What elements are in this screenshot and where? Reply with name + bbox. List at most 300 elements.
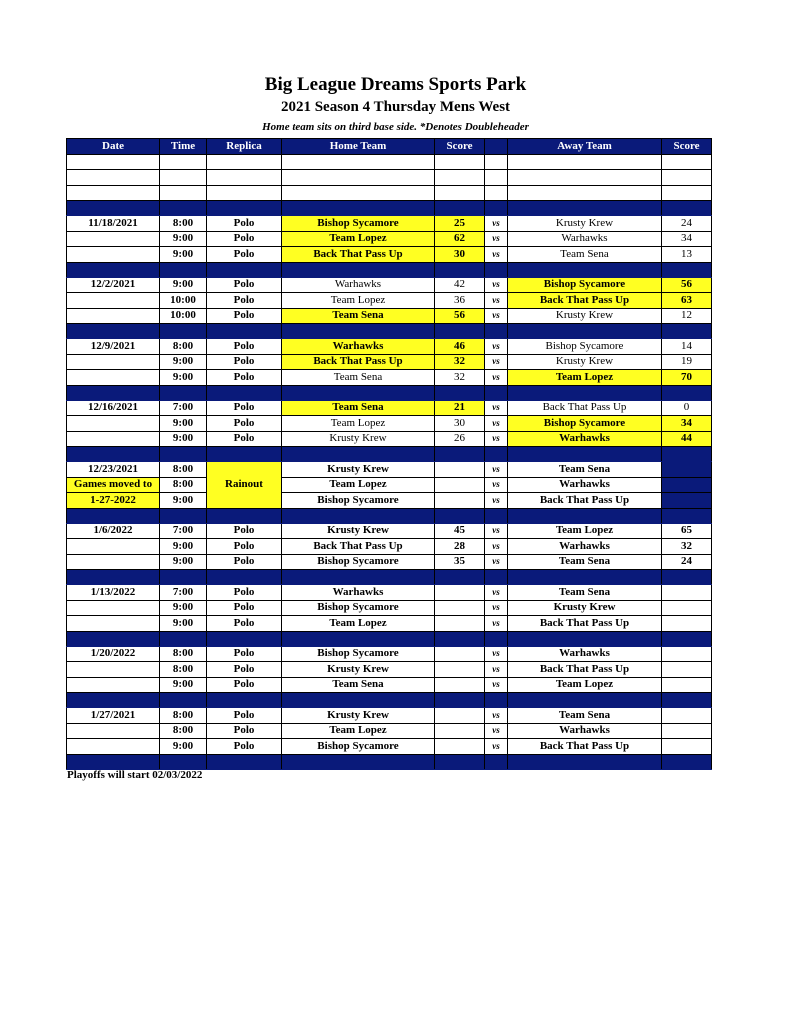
game-row [67, 616, 712, 632]
game-field: Polo [207, 216, 282, 232]
game-time: 8:00 [160, 723, 207, 739]
date-note [67, 247, 160, 263]
separator-cell [67, 385, 160, 400]
away-score [662, 600, 712, 616]
away-team: Back That Pass Up [508, 739, 662, 755]
home-team: Krusty Krew [282, 523, 435, 539]
game-time: 9:00 [160, 354, 207, 370]
separator-cell [508, 447, 662, 462]
home-score: 25 [435, 216, 485, 232]
blank-row [67, 170, 712, 186]
separator-cell [508, 508, 662, 523]
separator-cell [508, 693, 662, 708]
away-team: Bishop Sycamore [508, 416, 662, 432]
blank-cell [435, 154, 485, 170]
separator-cell [282, 570, 435, 585]
game-row [67, 585, 712, 601]
home-team: Warhawks [282, 277, 435, 293]
page-title: Big League Dreams Sports Park [264, 74, 527, 95]
separator-cell [67, 570, 160, 585]
game-field: Polo [207, 523, 282, 539]
blank-cell [207, 154, 282, 170]
away-team: Krusty Krew [508, 216, 662, 232]
game-field: Polo [207, 400, 282, 416]
blank-cell [485, 185, 508, 201]
separator-cell [207, 754, 282, 769]
home-score [435, 600, 485, 616]
away-score: 14 [662, 339, 712, 355]
separator-cell [435, 508, 485, 523]
home-score [435, 462, 485, 478]
date-note [67, 600, 160, 616]
separator-cell [485, 693, 508, 708]
away-score: 0 [662, 400, 712, 416]
home-team: Team Sena [282, 677, 435, 693]
away-score [662, 677, 712, 693]
game-time: 9:00 [160, 431, 207, 447]
away-score: 13 [662, 247, 712, 263]
home-team: Team Lopez [282, 616, 435, 632]
separator-cell [662, 385, 712, 400]
game-time: 9:00 [160, 277, 207, 293]
game-row [67, 739, 712, 755]
separator-cell [485, 324, 508, 339]
game-date: 1/20/2022 [67, 646, 160, 662]
date-note: 1-27-2022 [67, 493, 160, 509]
home-team: Bishop Sycamore [282, 554, 435, 570]
vs-label: vs [485, 462, 508, 478]
home-team: Back That Pass Up [282, 247, 435, 263]
schedule-table [66, 138, 712, 770]
separator-cell [508, 201, 662, 216]
home-score [435, 723, 485, 739]
away-team: Bishop Sycamore [508, 339, 662, 355]
game-time: 10:00 [160, 293, 207, 309]
away-team: Team Lopez [508, 523, 662, 539]
game-row [67, 416, 712, 432]
home-score: 62 [435, 231, 485, 247]
separator-cell [435, 201, 485, 216]
separator-cell [207, 508, 282, 523]
game-row [67, 431, 712, 447]
home-score: 30 [435, 247, 485, 263]
vs-label: vs [485, 554, 508, 570]
separator-cell [508, 631, 662, 646]
blank-cell [160, 185, 207, 201]
game-date: 12/2/2021 [67, 277, 160, 293]
separator-cell [67, 508, 160, 523]
game-time: 9:00 [160, 247, 207, 263]
separator-row [67, 385, 712, 400]
separator-cell [435, 262, 485, 277]
game-row [67, 400, 712, 416]
away-score [662, 493, 712, 509]
away-team: Krusty Krew [508, 308, 662, 324]
separator-cell [160, 508, 207, 523]
blank-cell [508, 154, 662, 170]
game-row [67, 662, 712, 678]
game-row [67, 677, 712, 693]
away-score: 44 [662, 431, 712, 447]
game-field: Polo [207, 708, 282, 724]
home-team: Team Lopez [282, 293, 435, 309]
game-field: Polo [207, 431, 282, 447]
separator-cell [435, 570, 485, 585]
game-date: 12/9/2021 [67, 339, 160, 355]
away-team: Back That Pass Up [508, 293, 662, 309]
home-score: 36 [435, 293, 485, 309]
blank-cell [160, 170, 207, 186]
home-score: 26 [435, 431, 485, 447]
date-note [67, 554, 160, 570]
away-team: Team Sena [508, 247, 662, 263]
date-note [67, 293, 160, 309]
separator-cell [508, 385, 662, 400]
vs-label: vs [485, 416, 508, 432]
game-time: 7:00 [160, 400, 207, 416]
game-field: Polo [207, 339, 282, 355]
vs-label: vs [485, 339, 508, 355]
game-row [67, 723, 712, 739]
date-note: Games moved to [67, 477, 160, 493]
col-away-team: Away Team [508, 139, 662, 155]
vs-label: vs [485, 400, 508, 416]
blank-cell [662, 154, 712, 170]
home-score [435, 493, 485, 509]
game-time: 8:00 [160, 462, 207, 478]
away-score: 63 [662, 293, 712, 309]
separator-cell [435, 693, 485, 708]
home-team: Bishop Sycamore [282, 493, 435, 509]
home-team: Warhawks [282, 339, 435, 355]
game-date: 11/18/2021 [67, 216, 160, 232]
separator-cell [207, 570, 282, 585]
col-replica: Replica [207, 139, 282, 155]
game-row [67, 370, 712, 386]
date-note [67, 416, 160, 432]
game-time: 9:00 [160, 231, 207, 247]
away-score [662, 723, 712, 739]
game-field: Polo [207, 662, 282, 678]
away-team: Warhawks [508, 723, 662, 739]
game-field: Polo [207, 739, 282, 755]
home-score: 32 [435, 370, 485, 386]
away-score [662, 585, 712, 601]
vs-label: vs [485, 308, 508, 324]
vs-label: vs [485, 585, 508, 601]
game-row [67, 354, 712, 370]
separator-cell [160, 447, 207, 462]
home-score [435, 662, 485, 678]
away-team: Krusty Krew [508, 600, 662, 616]
away-score [662, 662, 712, 678]
separator-cell [485, 201, 508, 216]
game-row [67, 523, 712, 539]
separator-cell [508, 324, 662, 339]
separator-cell [282, 324, 435, 339]
home-score: 30 [435, 416, 485, 432]
game-time: 8:00 [160, 339, 207, 355]
vs-label: vs [485, 247, 508, 263]
separator-row [67, 201, 712, 216]
home-score: 32 [435, 354, 485, 370]
home-team: Krusty Krew [282, 462, 435, 478]
page-note: Home team sits on third base side. *Denotes Doubleheader [262, 121, 529, 133]
game-field: Polo [207, 723, 282, 739]
blank-cell [662, 185, 712, 201]
away-score [662, 708, 712, 724]
away-team: Team Sena [508, 554, 662, 570]
vs-label: vs [485, 277, 508, 293]
blank-row [67, 185, 712, 201]
separator-cell [67, 324, 160, 339]
date-note [67, 308, 160, 324]
home-team: Warhawks [282, 585, 435, 601]
col-vs [485, 139, 508, 155]
vs-label: vs [485, 354, 508, 370]
separator-cell [160, 631, 207, 646]
away-team: Team Lopez [508, 370, 662, 386]
footer-note: Playoffs will start 02/03/2022 [67, 769, 203, 781]
separator-cell [485, 385, 508, 400]
blank-cell [67, 170, 160, 186]
blank-cell [207, 185, 282, 201]
date-note [67, 739, 160, 755]
game-field: Polo [207, 231, 282, 247]
separator-cell [485, 570, 508, 585]
game-time: 7:00 [160, 585, 207, 601]
schedule-body [67, 154, 712, 769]
game-time: 9:00 [160, 554, 207, 570]
vs-label: vs [485, 216, 508, 232]
game-time: 9:00 [160, 600, 207, 616]
home-score [435, 616, 485, 632]
away-team: Back That Pass Up [508, 493, 662, 509]
game-row [67, 277, 712, 293]
game-field: Polo [207, 354, 282, 370]
date-note [67, 677, 160, 693]
game-field: Polo [207, 677, 282, 693]
separator-cell [67, 201, 160, 216]
vs-label: vs [485, 431, 508, 447]
away-team: Bishop Sycamore [508, 277, 662, 293]
separator-cell [485, 447, 508, 462]
vs-label: vs [485, 293, 508, 309]
vs-label: vs [485, 739, 508, 755]
blank-cell [282, 170, 435, 186]
home-score: 45 [435, 523, 485, 539]
away-team: Team Sena [508, 462, 662, 478]
date-note [67, 723, 160, 739]
separator-cell [207, 693, 282, 708]
separator-cell [508, 754, 662, 769]
vs-label: vs [485, 370, 508, 386]
away-team: Back That Pass Up [508, 400, 662, 416]
game-row [67, 554, 712, 570]
separator-cell [207, 447, 282, 462]
separator-cell [485, 262, 508, 277]
separator-cell [662, 447, 712, 462]
home-score: 56 [435, 308, 485, 324]
rainout-label: Rainout [207, 462, 282, 509]
home-score: 28 [435, 539, 485, 555]
header-row [67, 139, 712, 155]
home-score [435, 477, 485, 493]
blank-cell [435, 185, 485, 201]
blank-cell [207, 170, 282, 186]
home-team: Team Lopez [282, 231, 435, 247]
separator-row [67, 324, 712, 339]
separator-cell [435, 631, 485, 646]
game-row [67, 539, 712, 555]
home-score: 46 [435, 339, 485, 355]
separator-cell [282, 262, 435, 277]
separator-cell [485, 508, 508, 523]
away-score: 24 [662, 554, 712, 570]
separator-cell [435, 324, 485, 339]
home-team: Back That Pass Up [282, 539, 435, 555]
game-time: 9:00 [160, 370, 207, 386]
game-field: Polo [207, 416, 282, 432]
vs-label: vs [485, 616, 508, 632]
away-team: Team Sena [508, 708, 662, 724]
game-time: 8:00 [160, 216, 207, 232]
separator-cell [207, 201, 282, 216]
vs-label: vs [485, 677, 508, 693]
game-field: Polo [207, 585, 282, 601]
game-date: 12/16/2021 [67, 400, 160, 416]
game-row [67, 477, 712, 493]
separator-row [67, 754, 712, 769]
away-team: Back That Pass Up [508, 662, 662, 678]
separator-cell [662, 508, 712, 523]
separator-cell [282, 201, 435, 216]
blank-cell [508, 170, 662, 186]
game-time: 9:00 [160, 493, 207, 509]
col-away-score: Score [662, 139, 712, 155]
game-field: Polo [207, 600, 282, 616]
game-field: Polo [207, 616, 282, 632]
game-time: 8:00 [160, 662, 207, 678]
vs-label: vs [485, 477, 508, 493]
game-row [67, 293, 712, 309]
separator-cell [207, 262, 282, 277]
separator-row [67, 570, 712, 585]
vs-label: vs [485, 523, 508, 539]
away-score [662, 739, 712, 755]
away-team: Team Lopez [508, 677, 662, 693]
home-score [435, 646, 485, 662]
away-score [662, 462, 712, 478]
away-score: 34 [662, 416, 712, 432]
blank-cell [67, 154, 160, 170]
date-note [67, 370, 160, 386]
separator-cell [207, 631, 282, 646]
game-time: 8:00 [160, 477, 207, 493]
separator-row [67, 447, 712, 462]
separator-cell [207, 324, 282, 339]
game-row [67, 339, 712, 355]
blank-cell [662, 170, 712, 186]
away-score: 24 [662, 216, 712, 232]
separator-cell [67, 754, 160, 769]
home-team: Bishop Sycamore [282, 216, 435, 232]
away-team: Krusty Krew [508, 354, 662, 370]
separator-cell [662, 631, 712, 646]
separator-cell [160, 570, 207, 585]
home-score [435, 677, 485, 693]
separator-cell [435, 447, 485, 462]
game-date: 1/6/2022 [67, 523, 160, 539]
away-team: Team Sena [508, 585, 662, 601]
home-score: 35 [435, 554, 485, 570]
separator-cell [160, 262, 207, 277]
game-row [67, 493, 712, 509]
separator-cell [282, 631, 435, 646]
game-date: 1/13/2022 [67, 585, 160, 601]
vs-label: vs [485, 600, 508, 616]
away-score [662, 646, 712, 662]
separator-cell [160, 201, 207, 216]
vs-label: vs [485, 231, 508, 247]
home-score: 21 [435, 400, 485, 416]
game-field: Polo [207, 539, 282, 555]
separator-cell [282, 447, 435, 462]
game-field: Polo [207, 277, 282, 293]
separator-cell [282, 508, 435, 523]
game-row [67, 247, 712, 263]
game-time: 9:00 [160, 539, 207, 555]
game-time: 9:00 [160, 416, 207, 432]
away-score: 32 [662, 539, 712, 555]
vs-label: vs [485, 539, 508, 555]
home-team: Bishop Sycamore [282, 739, 435, 755]
game-field: Polo [207, 247, 282, 263]
separator-cell [160, 693, 207, 708]
separator-cell [67, 631, 160, 646]
game-time: 8:00 [160, 646, 207, 662]
away-team: Warhawks [508, 646, 662, 662]
separator-cell [485, 631, 508, 646]
home-team: Krusty Krew [282, 431, 435, 447]
date-note [67, 662, 160, 678]
blank-cell [282, 154, 435, 170]
home-score [435, 708, 485, 724]
vs-label: vs [485, 493, 508, 509]
separator-cell [485, 754, 508, 769]
separator-cell [435, 754, 485, 769]
game-time: 10:00 [160, 308, 207, 324]
separator-cell [508, 262, 662, 277]
home-team: Krusty Krew [282, 708, 435, 724]
separator-cell [662, 201, 712, 216]
away-team: Warhawks [508, 477, 662, 493]
separator-row [67, 631, 712, 646]
vs-label: vs [485, 723, 508, 739]
separator-cell [160, 324, 207, 339]
away-score: 70 [662, 370, 712, 386]
away-score [662, 477, 712, 493]
game-row [67, 646, 712, 662]
home-team: Bishop Sycamore [282, 646, 435, 662]
game-field: Polo [207, 293, 282, 309]
home-team: Team Sena [282, 308, 435, 324]
separator-cell [662, 324, 712, 339]
separator-cell [282, 754, 435, 769]
away-score: 56 [662, 277, 712, 293]
game-row [67, 462, 712, 478]
game-time: 7:00 [160, 523, 207, 539]
